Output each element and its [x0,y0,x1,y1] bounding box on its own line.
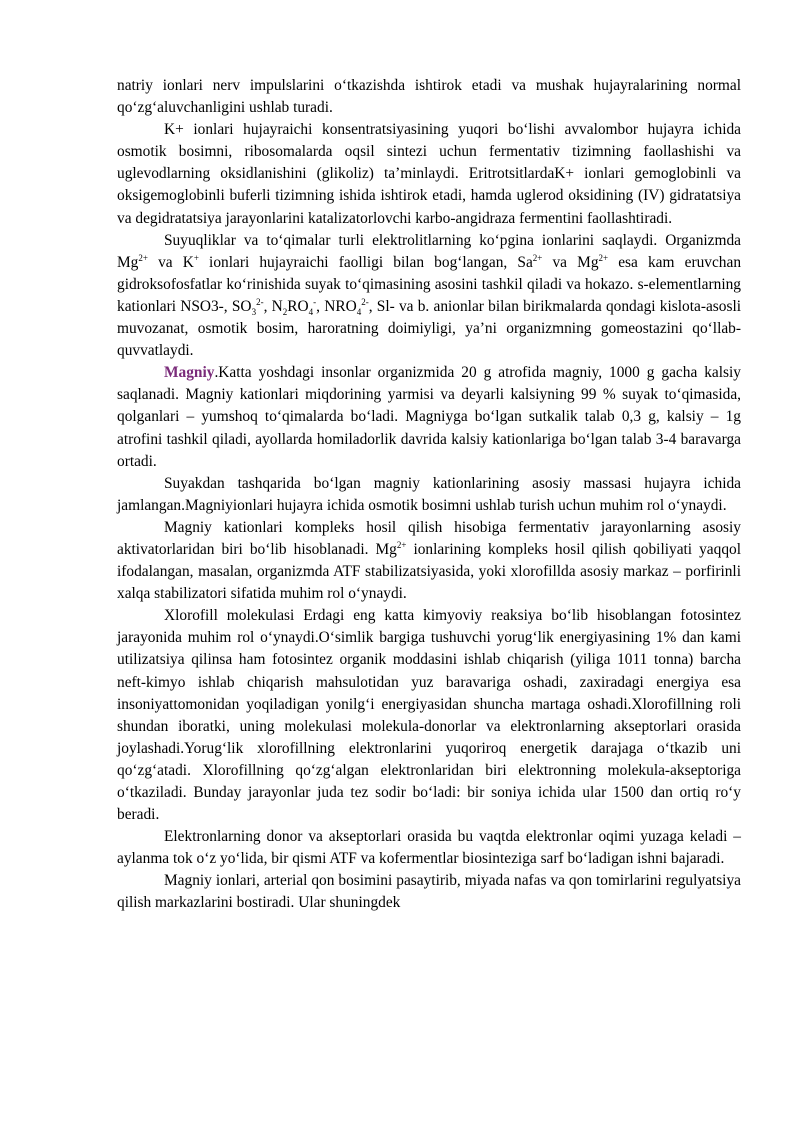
superscript: 2+ [396,539,407,550]
paragraph-magnesium-pressure: Magniy ionlari, arterial qon bosimini pasaytirib, miyada nafas va qon tomirlarini regulyatsiya qilish markazlarini bostiradi. Ular shuningdek [117,872,741,912]
paragraph-sodium-continuation: natriy ionlari nerv impulslarini o‘tkazishda ishtirok etadi va mushak hujayralarining normal qo‘zg‘aluvchanligini ushlab turadi. [117,77,741,117]
text-run: ionlarining kompleks hosil qilish qobiliyati yaqqol ifodalangan, masalan, organizmda ATF stabilizatsiyasida, yoki xlorofillda asosiy markaz – porfirinli xalqa stabilizatori sifatida muhim rol o‘ynaydi. [117,540,741,603]
superscript: 2+ [598,252,609,263]
paragraph-magnesium [117,362,741,472]
text-run: , NRO [316,297,357,315]
text-run: Suyuqliklar va to‘qimalar turli elektrolitlarning ko‘pgina ionlarini saqlaydi. Organizmda Mg [117,231,741,271]
paragraph-potassium: K+ ionlari hujayraichi konsentratsiyasining yuqori bo‘lishi avvalombor hujayra ichida osmotik bosimni, ribosomalarda oqsil sintezi uchun fermentativ tizimning faollashishi va uglevodlarning oksidlanishini (glikoliz) ta’minlaydi. EritrotsitlardaK+ ionlari gemoglobinli va oksigemoglobinli buferli tizimning ishida ishtirok etadi, hamda uglerod oksidining (IV) gidratatsiya va degidratatsiya jarayonlarini katalizatorlovchi karbo-angidraza fermentini faollashtiradi. [117,121,741,227]
superscript: 2+ [138,252,148,263]
paragraph-magnesium-complexes [117,517,741,605]
text-run: , Sl- va b. anionlar bilan birikmalarda qondagi kislota-asosli muvozanat, osmotik bosim, haroratning doimiyligi, ya’ni organizmning gomeostazini qo‘llab-quvvatlaydi. [117,297,742,360]
superscript: - [313,296,317,307]
text-run: , N [263,297,283,315]
paragraph-electrolytes [117,230,741,363]
document-page [117,75,741,915]
paragraph-magnesium-intracellular: Suyakdan tashqarida bo‘lgan magniy kationlarining asosiy massasi hujayra ichida jamlangan.Magniyionlari hujayra ichida osmotik bosimni ushlab turish uchun muhim rol o‘ynaydi. [117,474,741,514]
subscript: 2 [282,307,288,318]
subscript: 4 [356,307,362,318]
paragraph-electron-flow: Elektronlarning donor va akseptorlari orasida bu vaqtda elektronlar oqimi yuzaga keladi –aylanma tok o‘z yo‘lida, bir qismi ATF va kofermentlar biosinteziga sarf bo‘ladigan ishni bajaradi. [117,828,741,868]
text-run: RO [287,297,309,315]
superscript: 2- [256,296,264,307]
text-run: .Katta yoshdagi insonlar organizmida 20 g atrofida magniy, 1000 g gacha kalsiy saqlanadi. Magniy kationlari miqdorining yarmisi va deyarli kalsiyning 99 % suyak to‘qimasida, qolganlari – yumshoq to‘qimalarda bo‘ladi. Magniyga bo‘lgan sutkalik talab 0,3 g, kalsiy – 1g atrofini tashkil qiladi, ayollarda homiladorlik davrida kalsiy kationlariga bo‘lgan talab 3-4 baravarga ortadi. [117,364,741,470]
text-run: esa kam eruvchan gidroksofosfatlar ko‘rinishida suyak to‘qimasining asosini tashkil qiladi va hokazo. s-elementlarning kationlari NSO3-, SO [117,253,742,315]
text-run: va Mg [542,253,599,271]
superscript: + [193,252,199,263]
text-run: ionlari hujayraichi faolligi bilan bog‘langan, Sa [198,253,533,271]
section-heading-magniy: Magniy [164,364,215,382]
text-run: va K [147,253,194,271]
subscript: 4 [308,307,314,318]
superscript: 2- [361,296,369,307]
subscript: 3 [251,307,257,318]
superscript: 2+ [532,252,543,263]
paragraph-chlorophyll: Xlorofill molekulasi Erdagi eng katta kimyoviy reaksiya bo‘lib hisoblangan fotosintez jarayonida muhim rol o‘ynaydi.O‘simlik bargiga tushuvchi yorug‘lik energiyasining 1% dan kami utilizatsiya qilinsa ham fotosintez organik moddasini ishlab chiqarish (yiliga 1011 tonna) barcha neft-kimyo ishlab chiqarish mahsulotidan yuz baravariga oshadi, zaxiradagi energiya esa insoniyattomonidan yoqiladigan yonilg‘i energiyasidan shuncha martaga oshadi.Xlorofillning roli shundan iboratki, uning molekulasi molekula-donorlar va elektronlarning akseptorlari orasida joylashadi.Yorug‘lik xlorofillning elektronlarini yuqoriroq energetik darajaga o‘tkazib uni qo‘zg‘atadi. Xlorofillning qo‘zg‘algan elektronlaridan biri elektronning molekula-akseptoriga o‘tkaziladi. Bunday jarayonlar juda tez sodir bo‘ladi: bir soniya ichida ular 1500 dan ortiq ro‘y beradi. [117,607,741,824]
text-run: Magniy kationlari kompleks hosil qilish hisobiga fermentativ jarayonlarning asosiy aktivatorlaridan biri bo‘lib hisoblanadi. Mg [117,518,741,558]
